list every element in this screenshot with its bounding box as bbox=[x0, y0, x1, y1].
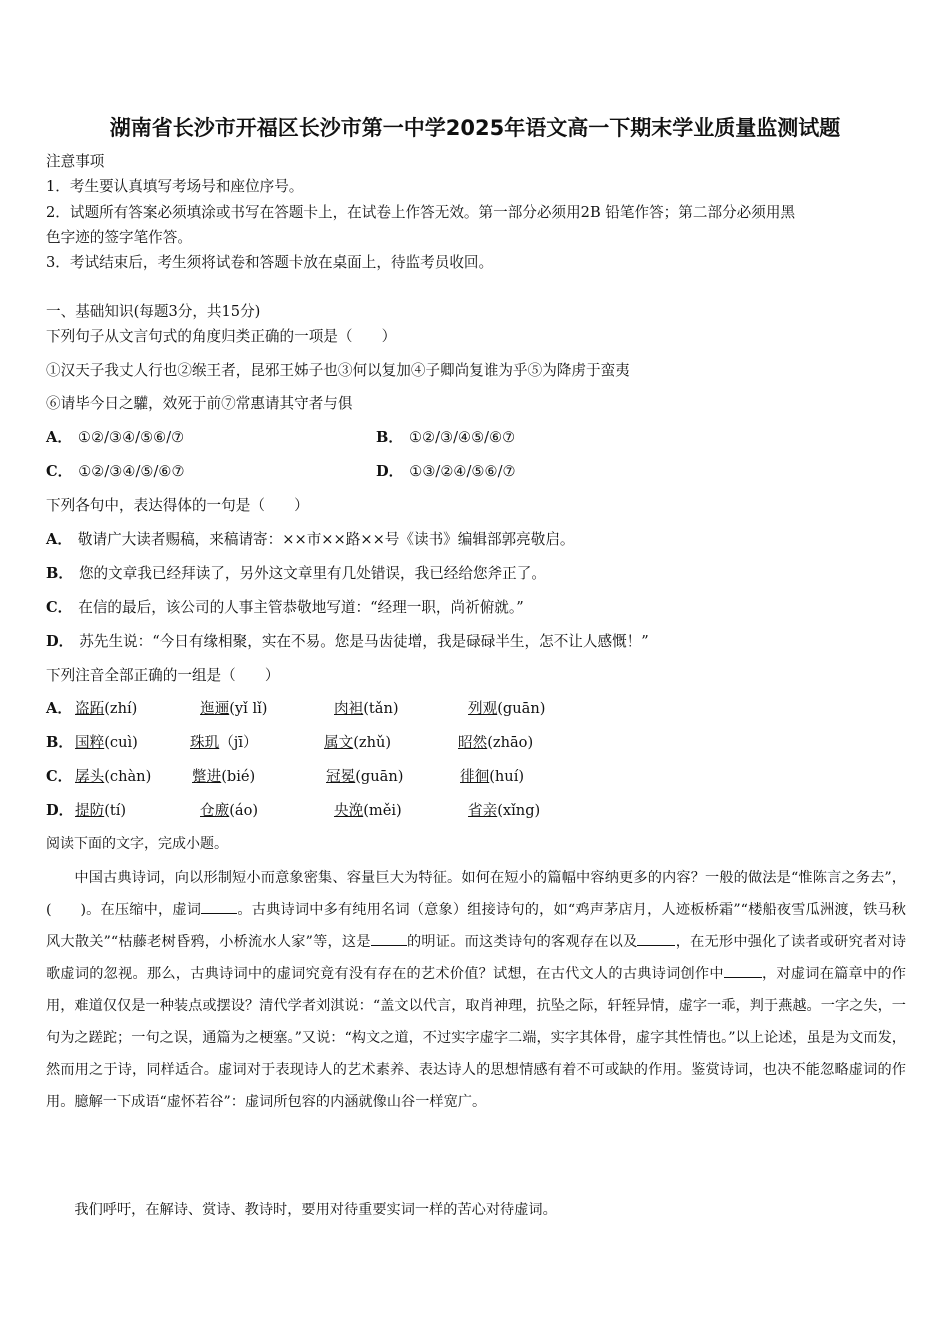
pinyin-item bbox=[460, 767, 524, 787]
pinyin: (zhǔ) bbox=[353, 734, 392, 751]
pinyin: (bié) bbox=[221, 768, 256, 785]
pinyin-item bbox=[75, 733, 138, 753]
notice-item: 1．考生要认真填写考场号和座位序号。 bbox=[46, 178, 304, 195]
pinyin: (guān) bbox=[497, 700, 546, 717]
exam-title: 湖南省长沙市开福区长沙市第一中学2025年语文高一下期末学业质量监测试题 bbox=[109, 116, 841, 140]
passage-text: ，在无形中强化了读者或研究者对诗歌虚词的忽视。那么，古典诗词中的虚词究竟有没有存在的艺术价值？试想，在古代文人的古典诗词创作中 bbox=[46, 934, 906, 982]
pinyin-item bbox=[326, 767, 403, 787]
option-text: 苏先生说：“今日有缘相聚，实在不易。您是马齿徒增，我是碌碌半生，怎不让人感慨！” bbox=[79, 633, 649, 650]
pinyin: (huí) bbox=[489, 768, 525, 785]
reading-intro: 阅读下面的文字，完成小题。 bbox=[46, 836, 228, 852]
pinyin-item bbox=[324, 733, 391, 753]
option-text: 在信的最后，该公司的人事主管恭敬地写道：“经理一职，尚祈俯就。” bbox=[78, 599, 524, 616]
pinyin-word: 冠冕 bbox=[326, 768, 356, 785]
pinyin-word: 珠玑 bbox=[190, 734, 220, 751]
pinyin-word: 盗跖 bbox=[75, 700, 105, 717]
question-stem: 下列各句中，表达得体的一句是（ ） bbox=[46, 497, 309, 514]
pinyin: (zhāo) bbox=[487, 734, 534, 751]
pinyin: (tí) bbox=[104, 802, 127, 819]
pinyin-word: 迤逦 bbox=[200, 700, 230, 717]
notice-item: 色字迹的签字笔作答。 bbox=[46, 229, 192, 246]
option-key: C． bbox=[46, 768, 73, 785]
option-text: 您的文章我已经拜读了，另外这文章里有几处错误，我已经给您斧正了。 bbox=[78, 565, 546, 582]
pinyin: (měi) bbox=[363, 802, 402, 819]
fill-blank[interactable] bbox=[201, 899, 237, 914]
pinyin: (xǐng) bbox=[497, 802, 541, 819]
passage-text: ，对虚词在篇章中的作用，难道仅仅是一种装点或摆设？清代学者刘淇说：“盖文以代言，取肖神理，抗坠之际，轩轾异情，虚字一乖，判于燕越。一字之失，一句为之蹉跎；一句之误，通篇为之梗塞。”又说：“构文之道，不过实字虚字二端，实字其体骨，虚字其性情也。”以上论述，虽是为文而发，然而用之于诗，同样适合。虚词对于表现诗人的艺术素养、表达诗人的思想情感有着不可或缺的作用。鉴赏诗词，也决不能忽略虚词的作用。臆解一下成语“虚怀若谷”：虚词所包容的内涵就像山谷一样宽广。 bbox=[46, 966, 906, 1110]
pinyin-item bbox=[200, 699, 267, 719]
option-text: 敬请广大读者赐稿，来稿请寄：××市××路××号《读书》编辑部郭亮敬启。 bbox=[77, 531, 575, 548]
pinyin-item bbox=[75, 767, 151, 787]
notice-item: 3．考试结束后，考生须将试卷和答题卡放在桌面上，待监考员收回。 bbox=[46, 254, 494, 271]
pinyin-item bbox=[468, 801, 540, 821]
option-key: C． bbox=[46, 599, 73, 616]
passage-text: 。古典诗词中多有纯用名词（意象）组接诗句的，如“鸡声茅店月，人迹板桥霜”“楼船夜雪瓜洲渡，铁马秋风大散关”“枯藤老树昏鸦，小桥流水人家”等，这是 bbox=[46, 902, 906, 950]
option-key: D． bbox=[46, 802, 74, 819]
option-d[interactable] bbox=[46, 632, 649, 652]
pinyin-word: 肉袒 bbox=[334, 700, 364, 717]
question-text: ⑥请毕今日之驩，效死于前⑦常惠请其守者与俱 bbox=[46, 395, 353, 412]
pinyin-word: 属文 bbox=[324, 734, 354, 751]
option-key: B． bbox=[46, 565, 73, 582]
pinyin: (guān) bbox=[355, 768, 404, 785]
option-d[interactable] bbox=[376, 462, 516, 482]
pinyin-word: 蹩进 bbox=[192, 768, 222, 785]
option-key: B． bbox=[46, 734, 73, 751]
pinyin-word: 提防 bbox=[75, 802, 105, 819]
option-a[interactable] bbox=[46, 699, 78, 719]
question-stem: 下列注音全部正确的一组是（ ） bbox=[46, 667, 280, 684]
option-key: C． bbox=[46, 463, 73, 480]
pinyin-item bbox=[75, 801, 126, 821]
option-c[interactable] bbox=[46, 767, 78, 787]
pinyin-item bbox=[192, 767, 255, 787]
pinyin-item bbox=[75, 699, 137, 719]
pinyin-word: 省亲 bbox=[468, 802, 498, 819]
option-key: A． bbox=[46, 429, 72, 446]
option-text: ①③/②④/⑤⑥/⑦ bbox=[409, 463, 516, 480]
reading-paragraph: 我们呼吁，在解诗、赏诗、教诗时，要用对待重要实词一样的苦心对待虚词。 bbox=[74, 1202, 557, 1218]
option-b[interactable] bbox=[46, 564, 546, 584]
question-text: ①汉天子我丈人行也②缑王者，昆邪王姊子也③何以复加④子卿尚复谁为乎⑤为降虏于蛮夷 bbox=[46, 362, 630, 379]
pinyin: (yǐ lǐ) bbox=[229, 700, 268, 717]
option-b[interactable] bbox=[46, 733, 79, 753]
option-a[interactable] bbox=[46, 530, 575, 550]
option-key: D． bbox=[376, 463, 404, 480]
pinyin-item bbox=[190, 733, 258, 753]
pinyin-word: 列观 bbox=[468, 700, 498, 717]
fill-blank[interactable] bbox=[724, 963, 762, 978]
passage-text: 的明证。而这类诗句的客观存在以及 bbox=[406, 934, 638, 950]
option-c[interactable] bbox=[46, 462, 185, 482]
pinyin-item bbox=[334, 699, 399, 719]
pinyin-word: 仓廒 bbox=[200, 802, 230, 819]
option-key: A． bbox=[46, 700, 72, 717]
option-text: ①②/③④/⑤/⑥⑦ bbox=[78, 463, 185, 480]
pinyin-word: 昭然 bbox=[458, 734, 488, 751]
option-key: D． bbox=[46, 633, 74, 650]
pinyin-word: 央浼 bbox=[334, 802, 364, 819]
fill-blank[interactable] bbox=[637, 931, 675, 946]
pinyin: (cuì) bbox=[104, 734, 138, 751]
option-a[interactable] bbox=[46, 428, 184, 448]
pinyin: (áo) bbox=[229, 802, 259, 819]
pinyin-word: 孱头 bbox=[75, 768, 105, 785]
option-b[interactable] bbox=[376, 428, 515, 448]
pinyin-word: 徘徊 bbox=[460, 768, 490, 785]
pinyin-item bbox=[458, 733, 533, 753]
pinyin-item bbox=[200, 801, 258, 821]
section-heading: 一、基础知识(每题3分，共15分) bbox=[46, 303, 261, 320]
option-key: A． bbox=[46, 531, 72, 548]
option-c[interactable] bbox=[46, 598, 524, 618]
fill-blank[interactable] bbox=[371, 931, 407, 946]
option-text: ①②/③④/⑤⑥/⑦ bbox=[77, 429, 185, 446]
passage-text: 中国古典诗词，向以形制短小而意象密集、容量巨大为特征。如何在短小的篇幅中容纳更多的内容？一般的做法是“惟陈言之务去”，( )。在压缩中，虚词 bbox=[46, 870, 906, 918]
pinyin-item bbox=[334, 801, 402, 821]
pinyin-word: 国粹 bbox=[75, 734, 105, 751]
reading-paragraph bbox=[46, 862, 906, 1118]
pinyin: (zhí) bbox=[104, 700, 138, 717]
pinyin: (tǎn) bbox=[363, 700, 399, 717]
pinyin: (chàn) bbox=[104, 768, 152, 785]
option-key: B． bbox=[376, 429, 403, 446]
option-text: ①②/③/④⑤/⑥⑦ bbox=[408, 429, 516, 446]
pinyin-item bbox=[468, 699, 545, 719]
pinyin: （jī） bbox=[219, 734, 258, 751]
question-stem: 下列句子从文言句式的角度归类正确的一项是（ ） bbox=[46, 328, 397, 345]
notice-heading: 注意事项 bbox=[46, 153, 105, 170]
notice-item: 2．试题所有答案必须填涂或书写在答题卡上，在试卷上作答无效。第一部分必须用2B 铅笔作答；第二部分必须用黑 bbox=[46, 204, 796, 221]
